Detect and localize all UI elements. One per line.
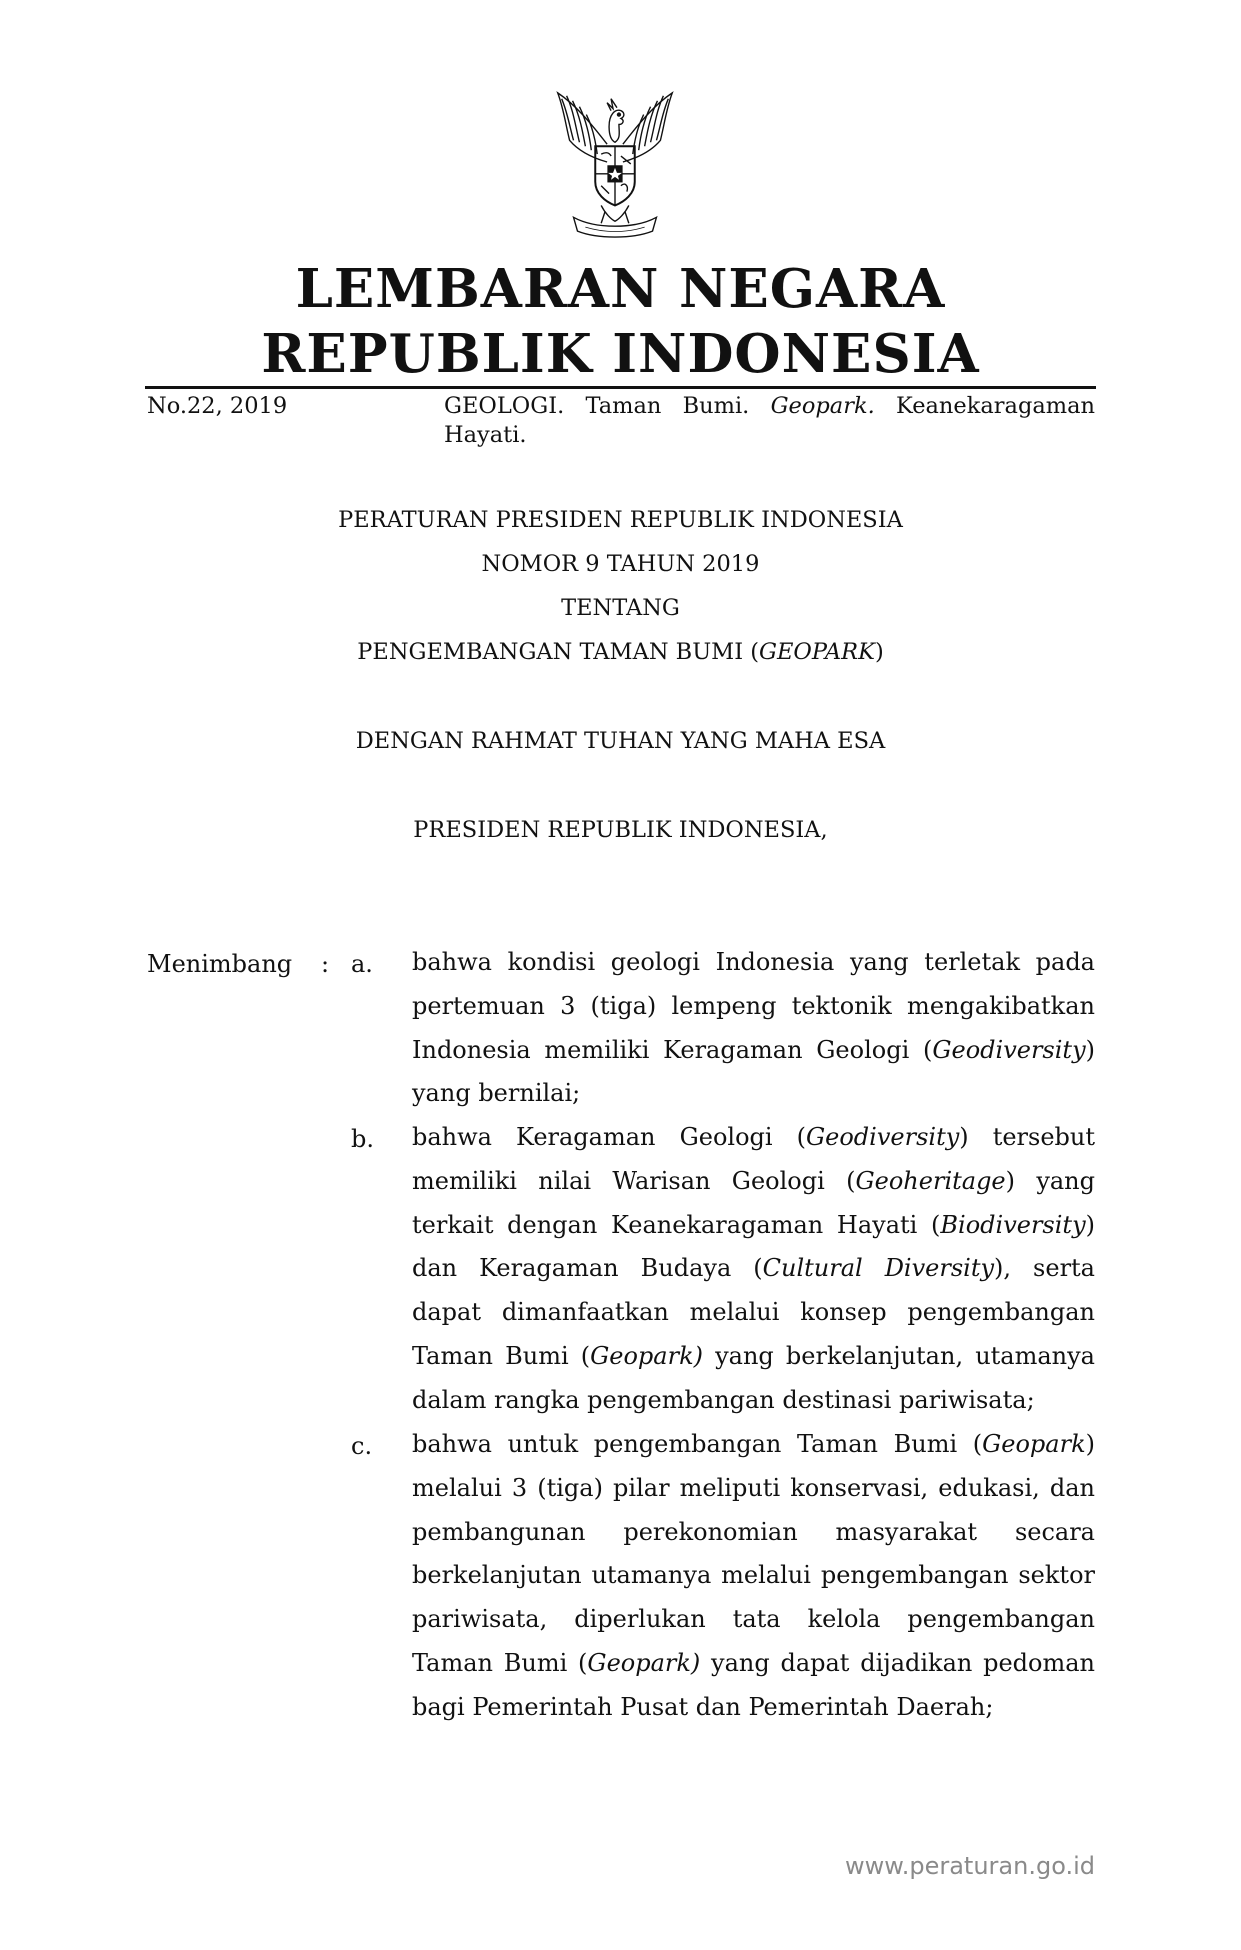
item-a-text: bahwa kondisi geologi Indonesia yang terletak pada pertemuan 3 (tiga) lempeng tektonik mengakibatkan Indonesia memiliki Keragaman Geologi (Geodiversity) yang bernilai; bbox=[412, 948, 1095, 1108]
regulation-about: TENTANG bbox=[561, 595, 680, 621]
garuda-emblem-icon bbox=[536, 82, 694, 242]
regulation-number: NOMOR 9 TAHUN 2019 bbox=[481, 551, 760, 577]
masthead-title-line1: LEMBARAN NEGARA bbox=[295, 258, 946, 320]
item-b-marker: b. bbox=[351, 1125, 374, 1153]
masthead-divider bbox=[145, 386, 1096, 389]
invocation: DENGAN RAHMAT TUHAN YANG MAHA ESA bbox=[355, 728, 886, 754]
considering-colon: : bbox=[321, 950, 330, 978]
gazette-topic: GEOLOGI. Taman Bumi. Geopark. Keanekaragaman Hayati. bbox=[444, 393, 1096, 448]
gazette-number: No.22, 2019 bbox=[147, 393, 288, 419]
item-a-marker: a. bbox=[351, 950, 373, 978]
masthead-title-line2: REPUBLIK INDONESIA bbox=[261, 323, 980, 385]
item-b-text: bahwa Keragaman Geologi (Geodiversity) tersebut memiliki nilai Warisan Geologi (Geoheritage) yang terkait dengan Keanekaragaman Hayati (Biodiversity) dan Keragaman Budaya (Cultural Diversity), serta dapat dimanfaatkan melalui konsep pengembangan Taman Bumi (Geopark) yang berkelanjutan, utamanya dalam rangka pengembangan destinasi pariwisata; bbox=[412, 1123, 1096, 1414]
footer-website-link[interactable]: www.peraturan.go.id bbox=[845, 1852, 1095, 1880]
item-c-marker: c. bbox=[351, 1432, 373, 1460]
considering-label: Menimbang bbox=[147, 950, 293, 978]
regulation-subject: PENGEMBANGAN TAMAN BUMI (GEOPARK) bbox=[357, 639, 884, 665]
regulation-title: PERATURAN PRESIDEN REPUBLIK INDONESIA bbox=[338, 507, 903, 533]
item-c-text: bahwa untuk pengembangan Taman Bumi (Geopark) melalui 3 (tiga) pilar meliputi konservasi, edukasi, dan pembangunan perekonomian masyarakat secara berkelanjutan utamanya melalui pengembangan sektor pariwisata, diperlukan tata kelola pengembangan Taman Bumi (Geopark) yang dapat dijadikan pedoman bagi Pemerintah Pusat dan Pemerintah Daerah; bbox=[412, 1430, 1096, 1721]
authority: PRESIDEN REPUBLIK INDONESIA, bbox=[413, 817, 828, 843]
